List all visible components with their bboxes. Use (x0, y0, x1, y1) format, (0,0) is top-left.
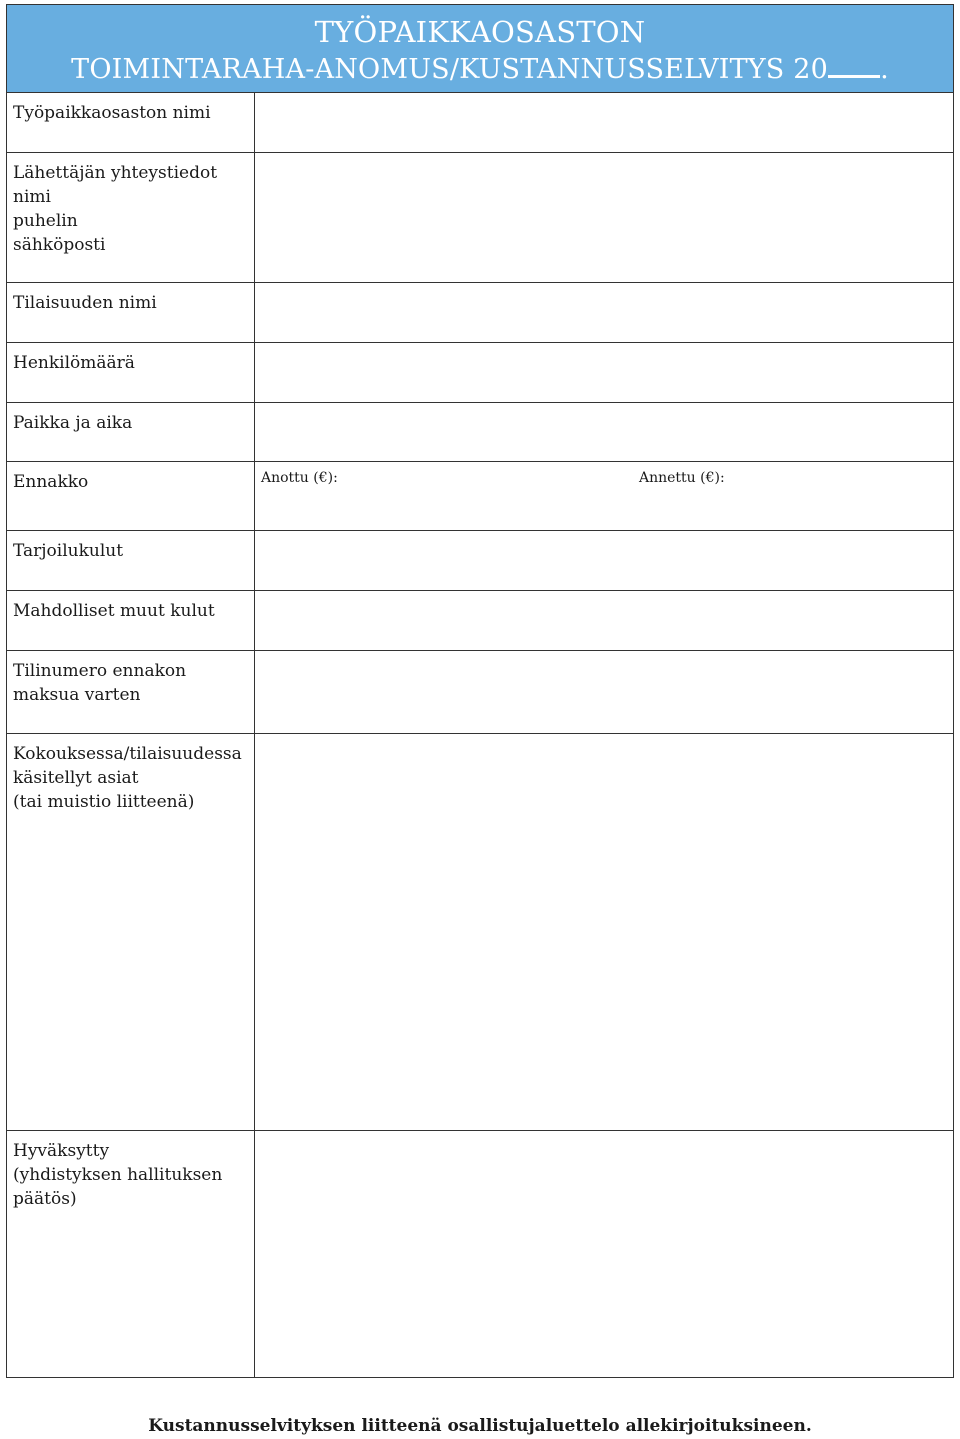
field-attendees[interactable] (255, 343, 953, 402)
label-account-line2: maksua varten (13, 685, 141, 705)
field-topics[interactable] (255, 734, 953, 1130)
footer-note: Kustannusselvityksen liitteenä osallistujaluettelo allekirjoituksineen. (148, 1416, 812, 1436)
label-attendees: Henkilömäärä (7, 343, 255, 402)
label-place-time: Paikka ja aika (7, 403, 255, 461)
label-account (7, 651, 255, 733)
label-topics-line3: (tai muistio liitteenä) (13, 792, 195, 812)
label-sender-contact-title: Lähettäjän yhteystiedot (13, 163, 218, 183)
label-account-line1: Tilinumero ennakon (13, 661, 187, 681)
field-sender-contact[interactable] (255, 153, 953, 282)
label-catering: Tarjoilukulut (7, 531, 255, 590)
row-place-time (7, 403, 953, 462)
label-advance: Ennakko (7, 462, 255, 530)
row-advance (7, 462, 953, 531)
label-sender-contact (7, 153, 255, 282)
label-approved-line3: päätös) (13, 1189, 77, 1209)
label-advance-applied: Anottu (€): (261, 470, 338, 486)
label-approved-line2: (yhdistyksen hallituksen (13, 1165, 223, 1185)
form-title-suffix: . (880, 54, 889, 85)
label-event-name: Tilaisuuden nimi (7, 283, 255, 342)
form-header (7, 5, 953, 93)
row-sender-contact (7, 153, 953, 283)
row-approved (7, 1131, 953, 1377)
row-event-name (7, 283, 953, 343)
form-title-line1: TYÖPAIKKAOSASTON (314, 15, 646, 49)
form-title-line2-text: TOIMINTARAHA-ANOMUS/KUSTANNUSSELVITYS 20 (71, 54, 829, 85)
application-form (6, 4, 954, 1378)
label-topics-line2: käsitellyt asiat (13, 768, 139, 788)
label-advance-given: Annettu (€): (639, 470, 725, 486)
field-workplace-name[interactable] (255, 93, 953, 152)
label-workplace-name: Työpaikkaosaston nimi (7, 93, 255, 152)
row-topics (7, 734, 953, 1131)
label-topics-line1: Kokouksessa/tilaisuudessa (13, 744, 242, 764)
label-sender-name: nimi (13, 187, 51, 207)
field-place-time[interactable] (255, 403, 953, 461)
field-advance[interactable] (255, 462, 953, 530)
row-attendees (7, 343, 953, 403)
label-approved-line1: Hyväksytty (13, 1141, 110, 1161)
label-topics (7, 734, 255, 1130)
field-approved[interactable] (255, 1131, 953, 1377)
label-approved (7, 1131, 255, 1377)
field-catering[interactable] (255, 531, 953, 590)
field-other-costs[interactable] (255, 591, 953, 650)
label-sender-email: sähköposti (13, 235, 106, 255)
row-catering (7, 531, 953, 591)
label-sender-phone: puhelin (13, 211, 78, 231)
label-other-costs: Mahdolliset muut kulut (7, 591, 255, 650)
row-account (7, 651, 953, 734)
field-event-name[interactable] (255, 283, 953, 342)
form-title-line2 (7, 51, 953, 89)
row-other-costs (7, 591, 953, 651)
year-blank[interactable] (828, 54, 880, 78)
row-workplace-name (7, 93, 953, 153)
field-account[interactable] (255, 651, 953, 733)
